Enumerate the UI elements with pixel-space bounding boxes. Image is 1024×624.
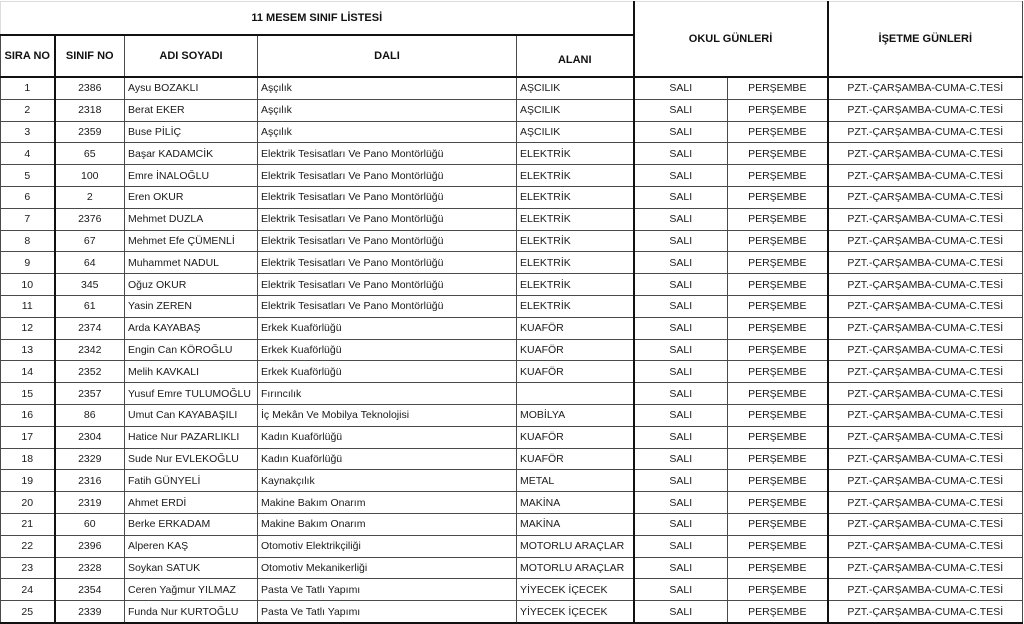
cell-sinif-no: 2339 bbox=[55, 601, 125, 623]
cell-dali: Elektrik Tesisatları Ve Pano Montörlüğü bbox=[258, 143, 517, 165]
cell-adi-soyadi: Emre İNALOĞLU bbox=[125, 165, 258, 187]
cell-sira-no: 10 bbox=[1, 274, 55, 296]
table-row bbox=[1, 317, 1023, 339]
cell-alani: KUAFÖR bbox=[517, 361, 634, 383]
cell-isletme-gunleri: PZT.-ÇARŞAMBA-CUMA-C.TESİ bbox=[828, 448, 1023, 470]
cell-okul-gun-2: PERŞEMBE bbox=[728, 339, 828, 361]
cell-okul-gun-1: SALI bbox=[634, 252, 728, 274]
cell-adi-soyadi: Aysu BOZAKLI bbox=[125, 77, 258, 99]
table-row bbox=[1, 470, 1023, 492]
cell-alani: AŞCILIK bbox=[517, 121, 634, 143]
cell-okul-gun-1: SALI bbox=[634, 601, 728, 623]
cell-dali: Erkek Kuaförlüğü bbox=[258, 361, 517, 383]
cell-isletme-gunleri: PZT.-ÇARŞAMBA-CUMA-C.TESİ bbox=[828, 295, 1023, 317]
cell-isletme-gunleri: PZT.-ÇARŞAMBA-CUMA-C.TESİ bbox=[828, 230, 1023, 252]
table-body bbox=[1, 77, 1023, 623]
cell-sinif-no: 2328 bbox=[55, 557, 125, 579]
cell-okul-gun-1: SALI bbox=[634, 492, 728, 514]
cell-okul-gun-2: PERŞEMBE bbox=[728, 448, 828, 470]
cell-alani: ELEKTRİK bbox=[517, 252, 634, 274]
table-row bbox=[1, 143, 1023, 165]
cell-isletme-gunleri: PZT.-ÇARŞAMBA-CUMA-C.TESİ bbox=[828, 317, 1023, 339]
cell-sinif-no: 2374 bbox=[55, 317, 125, 339]
cell-isletme-gunleri: PZT.-ÇARŞAMBA-CUMA-C.TESİ bbox=[828, 470, 1023, 492]
cell-adi-soyadi: Berat EKER bbox=[125, 99, 258, 121]
cell-sinif-no: 2352 bbox=[55, 361, 125, 383]
cell-sira-no: 21 bbox=[1, 513, 55, 535]
cell-sinif-no: 86 bbox=[55, 404, 125, 426]
cell-sinif-no: 2304 bbox=[55, 426, 125, 448]
cell-sinif-no: 2359 bbox=[55, 121, 125, 143]
cell-sira-no: 16 bbox=[1, 404, 55, 426]
cell-sinif-no: 67 bbox=[55, 230, 125, 252]
cell-sira-no: 24 bbox=[1, 579, 55, 601]
table-row bbox=[1, 274, 1023, 296]
cell-adi-soyadi: Mehmet Efe ÇÜMENLİ bbox=[125, 230, 258, 252]
cell-sira-no: 8 bbox=[1, 230, 55, 252]
cell-sira-no: 6 bbox=[1, 186, 55, 208]
table-row bbox=[1, 557, 1023, 579]
cell-sinif-no: 2319 bbox=[55, 492, 125, 514]
cell-sinif-no: 60 bbox=[55, 513, 125, 535]
cell-alani: KUAFÖR bbox=[517, 317, 634, 339]
cell-isletme-gunleri: PZT.-ÇARŞAMBA-CUMA-C.TESİ bbox=[828, 274, 1023, 296]
cell-okul-gun-1: SALI bbox=[634, 208, 728, 230]
cell-sinif-no: 100 bbox=[55, 165, 125, 187]
cell-dali: Kadın Kuaförlüğü bbox=[258, 448, 517, 470]
cell-okul-gun-2: PERŞEMBE bbox=[728, 317, 828, 339]
cell-okul-gun-2: PERŞEMBE bbox=[728, 361, 828, 383]
cell-isletme-gunleri: PZT.-ÇARŞAMBA-CUMA-C.TESİ bbox=[828, 339, 1023, 361]
cell-okul-gun-1: SALI bbox=[634, 470, 728, 492]
cell-adi-soyadi: Berke ERKADAM bbox=[125, 513, 258, 535]
cell-okul-gun-2: PERŞEMBE bbox=[728, 601, 828, 623]
cell-dali: Makine Bakım Onarım bbox=[258, 513, 517, 535]
cell-isletme-gunleri: PZT.-ÇARŞAMBA-CUMA-C.TESİ bbox=[828, 99, 1023, 121]
cell-isletme-gunleri: PZT.-ÇARŞAMBA-CUMA-C.TESİ bbox=[828, 383, 1023, 405]
table-row bbox=[1, 339, 1023, 361]
cell-isletme-gunleri: PZT.-ÇARŞAMBA-CUMA-C.TESİ bbox=[828, 426, 1023, 448]
cell-adi-soyadi: Melih KAVKALI bbox=[125, 361, 258, 383]
cell-isletme-gunleri: PZT.-ÇARŞAMBA-CUMA-C.TESİ bbox=[828, 361, 1023, 383]
cell-adi-soyadi: Eren OKUR bbox=[125, 186, 258, 208]
title-row bbox=[1, 2, 1023, 36]
cell-okul-gun-2: PERŞEMBE bbox=[728, 143, 828, 165]
cell-dali: Elektrik Tesisatları Ve Pano Montörlüğü bbox=[258, 252, 517, 274]
table-row bbox=[1, 186, 1023, 208]
cell-okul-gun-1: SALI bbox=[634, 513, 728, 535]
cell-adi-soyadi: Engin Can KÖROĞLU bbox=[125, 339, 258, 361]
cell-sinif-no: 65 bbox=[55, 143, 125, 165]
cell-okul-gun-1: SALI bbox=[634, 165, 728, 187]
cell-sira-no: 14 bbox=[1, 361, 55, 383]
cell-dali: Elektrik Tesisatları Ve Pano Montörlüğü bbox=[258, 208, 517, 230]
table-row bbox=[1, 99, 1023, 121]
cell-dali: Aşçılık bbox=[258, 77, 517, 99]
cell-alani bbox=[517, 383, 634, 405]
cell-okul-gun-2: PERŞEMBE bbox=[728, 230, 828, 252]
cell-adi-soyadi: Ceren Yağmur YILMAZ bbox=[125, 579, 258, 601]
cell-okul-gun-2: PERŞEMBE bbox=[728, 470, 828, 492]
cell-okul-gun-1: SALI bbox=[634, 579, 728, 601]
cell-okul-gun-2: PERŞEMBE bbox=[728, 492, 828, 514]
cell-dali: Erkek Kuaförlüğü bbox=[258, 339, 517, 361]
cell-okul-gun-1: SALI bbox=[634, 295, 728, 317]
cell-okul-gun-1: SALI bbox=[634, 361, 728, 383]
cell-okul-gun-1: SALI bbox=[634, 186, 728, 208]
table-row bbox=[1, 230, 1023, 252]
cell-alani: MAKİNA bbox=[517, 513, 634, 535]
cell-adi-soyadi: Buse PİLİÇ bbox=[125, 121, 258, 143]
table-row bbox=[1, 77, 1023, 99]
cell-dali: Kadın Kuaförlüğü bbox=[258, 426, 517, 448]
header-adi-soyadi: ADI SOYADI bbox=[125, 35, 258, 77]
cell-okul-gun-2: PERŞEMBE bbox=[728, 295, 828, 317]
cell-sinif-no: 64 bbox=[55, 252, 125, 274]
cell-sira-no: 22 bbox=[1, 535, 55, 557]
cell-okul-gun-1: SALI bbox=[634, 535, 728, 557]
cell-dali: Pasta Ve Tatlı Yapımı bbox=[258, 601, 517, 623]
cell-sira-no: 4 bbox=[1, 143, 55, 165]
cell-okul-gun-2: PERŞEMBE bbox=[728, 535, 828, 557]
cell-alani: MAKİNA bbox=[517, 492, 634, 514]
table-row bbox=[1, 165, 1023, 187]
cell-okul-gun-2: PERŞEMBE bbox=[728, 274, 828, 296]
cell-okul-gun-1: SALI bbox=[634, 99, 728, 121]
cell-okul-gun-2: PERŞEMBE bbox=[728, 121, 828, 143]
cell-alani: AŞCILIK bbox=[517, 99, 634, 121]
cell-sinif-no: 2316 bbox=[55, 470, 125, 492]
cell-adi-soyadi: Sude Nur EVLEKOĞLU bbox=[125, 448, 258, 470]
cell-isletme-gunleri: PZT.-ÇARŞAMBA-CUMA-C.TESİ bbox=[828, 165, 1023, 187]
cell-dali: Aşçılık bbox=[258, 121, 517, 143]
table-row bbox=[1, 601, 1023, 623]
header-dali: DALI bbox=[258, 35, 517, 77]
cell-sira-no: 15 bbox=[1, 383, 55, 405]
cell-okul-gun-1: SALI bbox=[634, 383, 728, 405]
cell-adi-soyadi: Yasin ZEREN bbox=[125, 295, 258, 317]
cell-sira-no: 5 bbox=[1, 165, 55, 187]
cell-okul-gun-2: PERŞEMBE bbox=[728, 513, 828, 535]
cell-sira-no: 1 bbox=[1, 77, 55, 99]
cell-sinif-no: 2396 bbox=[55, 535, 125, 557]
cell-dali: Fırıncılık bbox=[258, 383, 517, 405]
cell-alani: ELEKTRİK bbox=[517, 186, 634, 208]
table-row bbox=[1, 535, 1023, 557]
cell-dali: Otomotiv Elektrikçiliği bbox=[258, 535, 517, 557]
cell-okul-gun-2: PERŞEMBE bbox=[728, 426, 828, 448]
cell-okul-gun-1: SALI bbox=[634, 404, 728, 426]
cell-adi-soyadi: Soykan SATUK bbox=[125, 557, 258, 579]
cell-okul-gun-1: SALI bbox=[634, 77, 728, 99]
table-row bbox=[1, 404, 1023, 426]
cell-okul-gun-1: SALI bbox=[634, 557, 728, 579]
cell-isletme-gunleri: PZT.-ÇARŞAMBA-CUMA-C.TESİ bbox=[828, 77, 1023, 99]
header-okul-gunleri: OKUL GÜNLERİ bbox=[634, 2, 828, 78]
cell-sira-no: 12 bbox=[1, 317, 55, 339]
cell-okul-gun-1: SALI bbox=[634, 339, 728, 361]
cell-okul-gun-1: SALI bbox=[634, 143, 728, 165]
cell-isletme-gunleri: PZT.-ÇARŞAMBA-CUMA-C.TESİ bbox=[828, 513, 1023, 535]
cell-sinif-no: 2318 bbox=[55, 99, 125, 121]
cell-adi-soyadi: Alperen KAŞ bbox=[125, 535, 258, 557]
cell-dali: Elektrik Tesisatları Ve Pano Montörlüğü bbox=[258, 165, 517, 187]
cell-okul-gun-2: PERŞEMBE bbox=[728, 186, 828, 208]
cell-sira-no: 17 bbox=[1, 426, 55, 448]
table-row bbox=[1, 208, 1023, 230]
cell-dali: Elektrik Tesisatları Ve Pano Montörlüğü bbox=[258, 274, 517, 296]
cell-alani: MOBİLYA bbox=[517, 404, 634, 426]
table-row bbox=[1, 492, 1023, 514]
cell-alani: KUAFÖR bbox=[517, 426, 634, 448]
cell-isletme-gunleri: PZT.-ÇARŞAMBA-CUMA-C.TESİ bbox=[828, 535, 1023, 557]
cell-alani: ELEKTRİK bbox=[517, 208, 634, 230]
cell-dali: Otomotiv Mekanikerliği bbox=[258, 557, 517, 579]
header-sira-no: SIRA NO bbox=[1, 35, 55, 77]
cell-sira-no: 2 bbox=[1, 99, 55, 121]
cell-alani: ELEKTRİK bbox=[517, 165, 634, 187]
cell-alani: METAL bbox=[517, 470, 634, 492]
table-row bbox=[1, 426, 1023, 448]
cell-adi-soyadi: Fatih GÜNYELİ bbox=[125, 470, 258, 492]
cell-okul-gun-2: PERŞEMBE bbox=[728, 208, 828, 230]
cell-sira-no: 13 bbox=[1, 339, 55, 361]
cell-sira-no: 18 bbox=[1, 448, 55, 470]
cell-adi-soyadi: Ahmet ERDİ bbox=[125, 492, 258, 514]
cell-adi-soyadi: Hatice Nur PAZARLIKLI bbox=[125, 426, 258, 448]
cell-okul-gun-2: PERŞEMBE bbox=[728, 77, 828, 99]
cell-dali: Elektrik Tesisatları Ve Pano Montörlüğü bbox=[258, 230, 517, 252]
cell-isletme-gunleri: PZT.-ÇARŞAMBA-CUMA-C.TESİ bbox=[828, 208, 1023, 230]
cell-okul-gun-2: PERŞEMBE bbox=[728, 383, 828, 405]
header-sinif-no: SINIF NO bbox=[55, 35, 125, 77]
cell-okul-gun-2: PERŞEMBE bbox=[728, 165, 828, 187]
cell-okul-gun-1: SALI bbox=[634, 274, 728, 296]
cell-okul-gun-2: PERŞEMBE bbox=[728, 252, 828, 274]
cell-alani: MOTORLU ARAÇLAR bbox=[517, 535, 634, 557]
cell-alani: KUAFÖR bbox=[517, 448, 634, 470]
cell-dali: Elektrik Tesisatları Ve Pano Montörlüğü bbox=[258, 186, 517, 208]
cell-adi-soyadi: Arda KAYABAŞ bbox=[125, 317, 258, 339]
cell-sinif-no: 2342 bbox=[55, 339, 125, 361]
header-isletme-gunleri: İŞETME GÜNLERİ bbox=[828, 2, 1023, 78]
cell-dali: Pasta Ve Tatlı Yapımı bbox=[258, 579, 517, 601]
cell-dali: Elektrik Tesisatları Ve Pano Montörlüğü bbox=[258, 295, 517, 317]
cell-okul-gun-2: PERŞEMBE bbox=[728, 557, 828, 579]
table-row bbox=[1, 361, 1023, 383]
cell-okul-gun-1: SALI bbox=[634, 230, 728, 252]
cell-dali: İç Mekân Ve Mobilya Teknolojisi bbox=[258, 404, 517, 426]
table-row bbox=[1, 579, 1023, 601]
cell-alani: YİYECEK İÇECEK bbox=[517, 579, 634, 601]
header-alani: ALANI bbox=[517, 35, 634, 77]
table-row bbox=[1, 121, 1023, 143]
table-row bbox=[1, 295, 1023, 317]
cell-okul-gun-1: SALI bbox=[634, 317, 728, 339]
cell-isletme-gunleri: PZT.-ÇARŞAMBA-CUMA-C.TESİ bbox=[828, 601, 1023, 623]
cell-sira-no: 19 bbox=[1, 470, 55, 492]
cell-alani: KUAFÖR bbox=[517, 339, 634, 361]
cell-adi-soyadi: Muhammet NADUL bbox=[125, 252, 258, 274]
cell-isletme-gunleri: PZT.-ÇARŞAMBA-CUMA-C.TESİ bbox=[828, 186, 1023, 208]
cell-alani: YİYECEK İÇECEK bbox=[517, 601, 634, 623]
cell-alani: ELEKTRİK bbox=[517, 274, 634, 296]
class-list-sheet bbox=[0, 1, 1022, 624]
cell-isletme-gunleri: PZT.-ÇARŞAMBA-CUMA-C.TESİ bbox=[828, 492, 1023, 514]
cell-sinif-no: 2376 bbox=[55, 208, 125, 230]
class-list-table bbox=[0, 1, 1023, 624]
cell-sinif-no: 2329 bbox=[55, 448, 125, 470]
cell-alani: MOTORLU ARAÇLAR bbox=[517, 557, 634, 579]
cell-sira-no: 3 bbox=[1, 121, 55, 143]
cell-alani: ELEKTRİK bbox=[517, 143, 634, 165]
cell-alani: ELEKTRİK bbox=[517, 295, 634, 317]
cell-dali: Kaynakçılık bbox=[258, 470, 517, 492]
cell-okul-gun-2: PERŞEMBE bbox=[728, 404, 828, 426]
cell-dali: Aşçılık bbox=[258, 99, 517, 121]
table-row bbox=[1, 383, 1023, 405]
cell-okul-gun-2: PERŞEMBE bbox=[728, 99, 828, 121]
cell-sinif-no: 345 bbox=[55, 274, 125, 296]
cell-alani: AŞCILIK bbox=[517, 77, 634, 99]
table-row bbox=[1, 252, 1023, 274]
cell-adi-soyadi: Yusuf Emre TULUMOĞLU bbox=[125, 383, 258, 405]
cell-okul-gun-1: SALI bbox=[634, 448, 728, 470]
cell-okul-gun-1: SALI bbox=[634, 121, 728, 143]
cell-dali: Erkek Kuaförlüğü bbox=[258, 317, 517, 339]
cell-isletme-gunleri: PZT.-ÇARŞAMBA-CUMA-C.TESİ bbox=[828, 404, 1023, 426]
cell-okul-gun-2: PERŞEMBE bbox=[728, 579, 828, 601]
cell-sira-no: 20 bbox=[1, 492, 55, 514]
cell-sinif-no: 2357 bbox=[55, 383, 125, 405]
cell-isletme-gunleri: PZT.-ÇARŞAMBA-CUMA-C.TESİ bbox=[828, 557, 1023, 579]
cell-sinif-no: 2 bbox=[55, 186, 125, 208]
cell-isletme-gunleri: PZT.-ÇARŞAMBA-CUMA-C.TESİ bbox=[828, 121, 1023, 143]
cell-adi-soyadi: Başar KADAMCİK bbox=[125, 143, 258, 165]
cell-sinif-no: 2386 bbox=[55, 77, 125, 99]
cell-dali: Makine Bakım Onarım bbox=[258, 492, 517, 514]
cell-adi-soyadi: Mehmet DUZLA bbox=[125, 208, 258, 230]
cell-sira-no: 11 bbox=[1, 295, 55, 317]
table-title: 11 MESEM SINIF LİSTESİ bbox=[1, 2, 634, 36]
cell-isletme-gunleri: PZT.-ÇARŞAMBA-CUMA-C.TESİ bbox=[828, 143, 1023, 165]
cell-alani: ELEKTRİK bbox=[517, 230, 634, 252]
cell-sinif-no: 61 bbox=[55, 295, 125, 317]
cell-sira-no: 9 bbox=[1, 252, 55, 274]
cell-isletme-gunleri: PZT.-ÇARŞAMBA-CUMA-C.TESİ bbox=[828, 252, 1023, 274]
cell-sira-no: 7 bbox=[1, 208, 55, 230]
cell-okul-gun-1: SALI bbox=[634, 426, 728, 448]
table-row bbox=[1, 448, 1023, 470]
table-row bbox=[1, 513, 1023, 535]
cell-isletme-gunleri: PZT.-ÇARŞAMBA-CUMA-C.TESİ bbox=[828, 579, 1023, 601]
cell-sinif-no: 2354 bbox=[55, 579, 125, 601]
cell-sira-no: 25 bbox=[1, 601, 55, 623]
cell-sira-no: 23 bbox=[1, 557, 55, 579]
cell-adi-soyadi: Funda Nur KURTOĞLU bbox=[125, 601, 258, 623]
cell-adi-soyadi: Umut Can KAYABAŞILI bbox=[125, 404, 258, 426]
cell-adi-soyadi: Oğuz OKUR bbox=[125, 274, 258, 296]
